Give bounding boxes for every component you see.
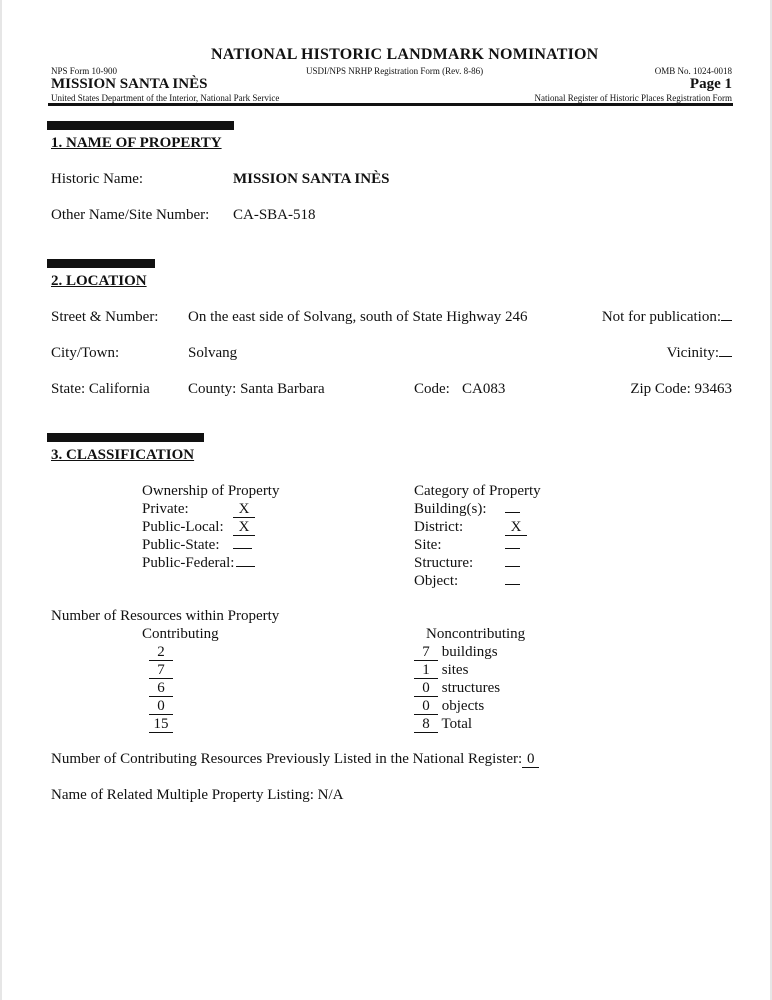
contributing-buildings: 2	[149, 645, 173, 661]
resource-type-sites: sites	[441, 662, 469, 678]
vicinity	[667, 345, 732, 362]
code-label: Code:	[414, 381, 450, 397]
previously-listed	[51, 751, 539, 768]
not-for-publication-label: Not for publication:	[601, 309, 721, 325]
ownership-private-mark: X	[233, 502, 255, 518]
resource-type-buildings: buildings	[441, 644, 498, 660]
resource-type-structures: structures	[441, 680, 501, 696]
omb-number: OMB No. 1024-0018	[654, 66, 732, 76]
ownership-public-state-label: Public-State:	[142, 537, 220, 553]
section-bar	[47, 121, 234, 130]
historic-name-value: MISSION SANTA INÈS	[233, 171, 390, 187]
ownership-private-label: Private:	[142, 501, 189, 517]
category-heading: Category of Property	[414, 483, 541, 499]
ownership-public-state-mark	[233, 548, 252, 549]
previously-listed-label: Number of Contributing Resources Previously Listed in the National Register:	[51, 751, 523, 767]
category-object-label: Object:	[414, 573, 459, 589]
document-title: NATIONAL HISTORIC LANDMARK NOMINATION	[211, 46, 599, 63]
ownership-public-federal-label: Public-Federal:	[142, 555, 235, 571]
page-number: Page 1	[689, 76, 732, 92]
department-label: United States Department of the Interior, National Park Service	[51, 93, 280, 103]
section-2-heading: 2. LOCATION	[51, 273, 147, 289]
previously-listed-value: 0	[522, 752, 539, 768]
ownership-public-local-label: Public-Local:	[142, 519, 224, 535]
street-value: On the east side of Solvang, south of State Highway 246	[188, 309, 528, 325]
not-for-publication-blank	[721, 320, 732, 321]
contributing-total: 15	[149, 717, 173, 733]
contributing-sites: 7	[149, 663, 173, 679]
category-building-label: Building(s):	[414, 501, 487, 517]
other-name-value: CA-SBA-518	[233, 207, 316, 223]
page-edge-left	[0, 0, 2, 1000]
other-name-label: Other Name/Site Number:	[51, 207, 210, 223]
zip-code: Zip Code: 93463	[630, 381, 732, 397]
county-value: County: Santa Barbara	[188, 381, 325, 397]
contributing-heading: Contributing	[142, 626, 219, 642]
not-for-publication	[602, 309, 732, 326]
city-value: Solvang	[188, 345, 238, 361]
vicinity-blank	[719, 356, 732, 357]
vicinity-label: Vicinity:	[666, 345, 719, 361]
register-form-label: National Register of Historic Places Registration Form	[534, 93, 732, 103]
noncontributing-structures: 0	[414, 681, 438, 697]
noncontributing-buildings: 7	[414, 645, 438, 661]
historic-name-label: Historic Name:	[51, 171, 144, 187]
ownership-public-federal-mark	[236, 566, 255, 567]
registration-form-label: USDI/NPS NRHP Registration Form (Rev. 8-86)	[306, 66, 484, 76]
header-property-name: MISSION SANTA INÈS	[51, 76, 208, 92]
header-rule	[48, 103, 733, 106]
category-district-mark: X	[505, 520, 527, 536]
multiple-property-listing: Name of Related Multiple Property Listing: N/A	[51, 787, 344, 803]
category-structure-label: Structure:	[414, 555, 474, 571]
category-structure-mark	[505, 566, 520, 567]
noncontributing-sites: 1	[414, 663, 438, 679]
section-1-heading: 1. NAME OF PROPERTY	[51, 135, 222, 151]
code-value: CA083	[462, 381, 506, 397]
noncontributing-objects: 0	[414, 699, 438, 715]
contributing-objects: 0	[149, 699, 173, 715]
noncontributing-total: 8	[414, 717, 438, 733]
category-object-mark	[505, 584, 520, 585]
category-site-mark	[505, 548, 520, 549]
noncontributing-heading: Noncontributing	[426, 626, 526, 642]
section-bar	[47, 433, 204, 442]
section-bar	[47, 259, 155, 268]
form-number: NPS Form 10-900	[51, 66, 118, 76]
city-label: City/Town:	[51, 345, 120, 361]
contributing-structures: 6	[149, 681, 173, 697]
resource-type-total: Total	[441, 716, 473, 732]
category-site-label: Site:	[414, 537, 442, 553]
resource-type-objects: objects	[441, 698, 485, 714]
section-3-heading: 3. CLASSIFICATION	[51, 447, 195, 463]
street-label: Street & Number:	[51, 309, 159, 325]
state-value: State: California	[51, 381, 150, 397]
category-building-mark	[505, 512, 520, 513]
category-district-label: District:	[414, 519, 464, 535]
ownership-heading: Ownership of Property	[142, 483, 280, 499]
ownership-public-local-mark: X	[233, 520, 255, 536]
resources-heading: Number of Resources within Property	[51, 608, 280, 624]
